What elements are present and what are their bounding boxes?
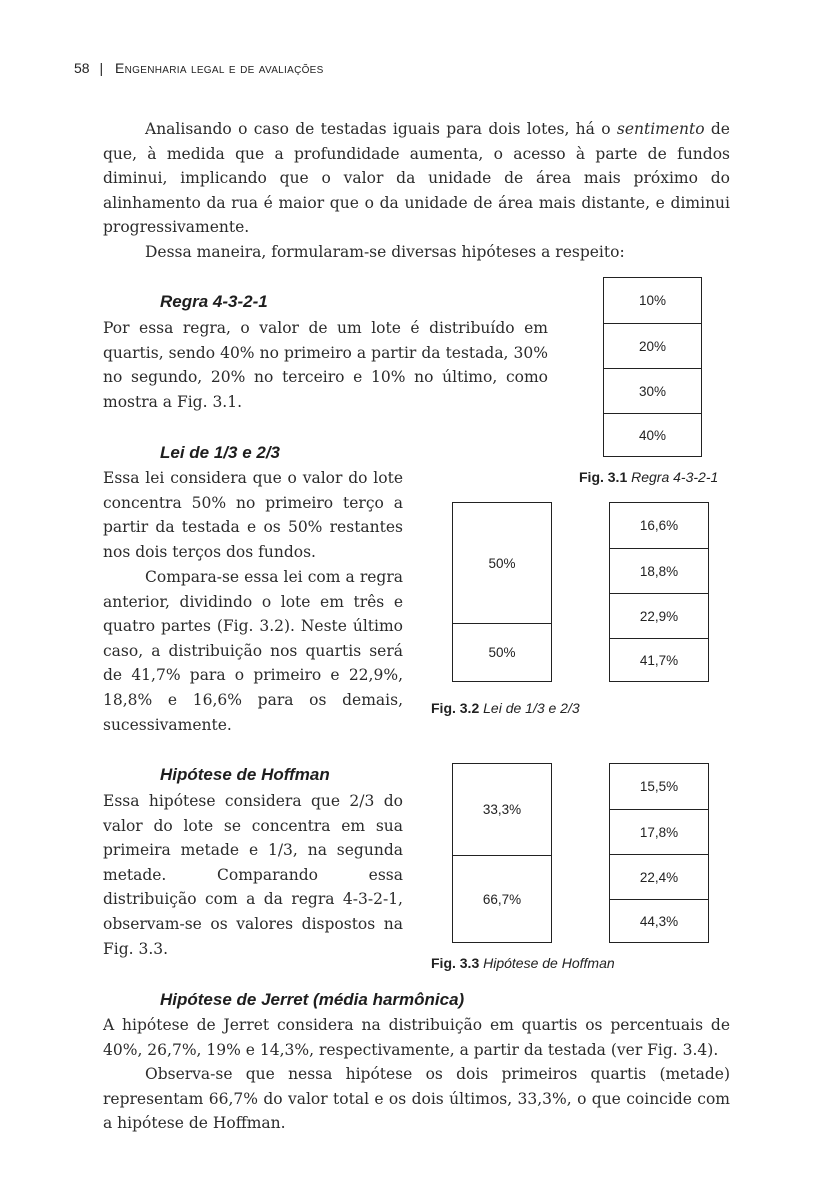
fig-3-3-left-cell: 33,3%: [482, 802, 522, 817]
running-header: [74, 60, 324, 76]
lei-text-2: Compara-se essa lei com a regra anterior, dividindo o lote em três e quatro partes (Fig. 3.2). Neste último caso, a distribuição nos quartis será de 41,7% para o primeiro e 22,9%, 18,8% e 16,6% para os demais, sucessivamente.: [103, 568, 403, 734]
intro-paragraph-2: [103, 240, 730, 265]
fig-3-2-caption: [431, 700, 580, 716]
fig-3-2-title: Lei de 1/3 e 2/3: [483, 700, 580, 716]
fig-3-1-cell: 40%: [604, 413, 701, 456]
regra-paragraph: Por essa regra, o valor de um lote é distribuído em quartis, sendo 40% no primeiro a partir da testada, 30% no segundo, 20% no terceiro e 10% no último, como mostra a Fig. 3.1.: [103, 319, 548, 411]
fig-3-1-diagram: [603, 277, 702, 457]
fig-3-1-title: Regra 4-3-2-1: [631, 469, 719, 485]
fig-3-2-left-cell: 50%: [453, 623, 551, 681]
fig-3-3-title: Hipótese de Hoffman: [483, 955, 615, 971]
fig-3-2-right-cell: 22,9%: [610, 593, 708, 638]
fig-3-1-cell: 20%: [604, 323, 701, 368]
page-number: 58: [74, 60, 90, 76]
fig-3-3-left-diagram: [452, 763, 552, 943]
fig-3-1-cell: 30%: [604, 368, 701, 413]
lei-paragraph-2: [103, 565, 403, 737]
intro-text-cont: de que, à medida que a profundidade aumenta, o acesso à parte de fundos diminui, implicando que o valor da unidade de área mais próximo do alinhamento da rua é maior que o da unidade de área mais distante, e diminui progressivamente.: [103, 120, 730, 237]
fig-3-2-right-cell: 16,6%: [639, 518, 679, 533]
fig-3-2-left-diagram: [452, 502, 552, 682]
fig-3-3-right-cell: 15,5%: [639, 779, 679, 794]
heading-lei: Lei de 1/3 e 2/3: [160, 443, 281, 462]
hoffman-paragraph: Essa hipótese considera que 2/3 do valor do lote se concentra em sua primeira metade e 1/3, na segunda metade. Comparando essa distribuição com a da regra 4-3-2-1, observam-se os valores dispostos na Fig. 3.3.: [103, 792, 403, 958]
fig-3-3-right-cell: 17,8%: [610, 809, 708, 854]
intro-paragraph-1: [103, 117, 730, 240]
jerret-paragraph-1: A hipótese de Jerret considera na distribuição em quartis os percentuais de 40%, 26,7%, 19% e 14,3%, respectivamente, a partir da testada (ver Fig. 3.4).: [103, 1016, 730, 1059]
fig-3-2-right-diagram: [609, 502, 709, 682]
fig-3-1-cell: 10%: [638, 293, 667, 308]
header-separator: |: [99, 60, 104, 76]
intro-text-2: Dessa maneira, formularam-se diversas hipóteses a respeito:: [145, 243, 625, 261]
jerret-text-2: Observa-se que nessa hipótese os dois primeiros quartis (metade) representam 66,7% do valor total e os dois últimos, 33,3%, o que coincide com a hipótese de Hoffman.: [103, 1065, 730, 1133]
intro-text: Analisando o caso de testadas iguais para dois lotes, há o: [145, 120, 617, 138]
fig-3-2-right-cell: 41,7%: [610, 638, 708, 681]
heading-jerret: Hipótese de Jerret (média harmônica): [160, 990, 465, 1009]
fig-3-2-right-cell: 18,8%: [610, 548, 708, 593]
lei-paragraph-1: Essa lei considera que o valor do lote concentra 50% no primeiro terço a partir da testada e os 50% restantes nos dois terços dos fundos.: [103, 469, 403, 561]
intro-emphasis: sentimento: [616, 120, 705, 138]
fig-3-1-label: Fig. 3.1: [579, 469, 628, 485]
jerret-paragraph-2: [103, 1062, 730, 1136]
fig-3-3-caption: [431, 955, 615, 971]
fig-3-3-right-diagram: [609, 763, 709, 943]
fig-3-1-caption: [579, 469, 718, 485]
fig-3-3-label: Fig. 3.3: [431, 955, 480, 971]
fig-3-3-left-cell: 66,7%: [453, 855, 551, 942]
heading-hoffman: Hipótese de Hoffman: [160, 765, 330, 784]
fig-3-3-right-cell: 44,3%: [610, 899, 708, 942]
fig-3-2-label: Fig. 3.2: [431, 700, 480, 716]
fig-3-2-left-cell: 50%: [488, 555, 516, 571]
fig-3-3-right-cell: 22,4%: [610, 854, 708, 899]
heading-regra: Regra 4-3-2-1: [160, 292, 268, 311]
book-title: Engenharia legal e de avaliações: [115, 60, 324, 76]
